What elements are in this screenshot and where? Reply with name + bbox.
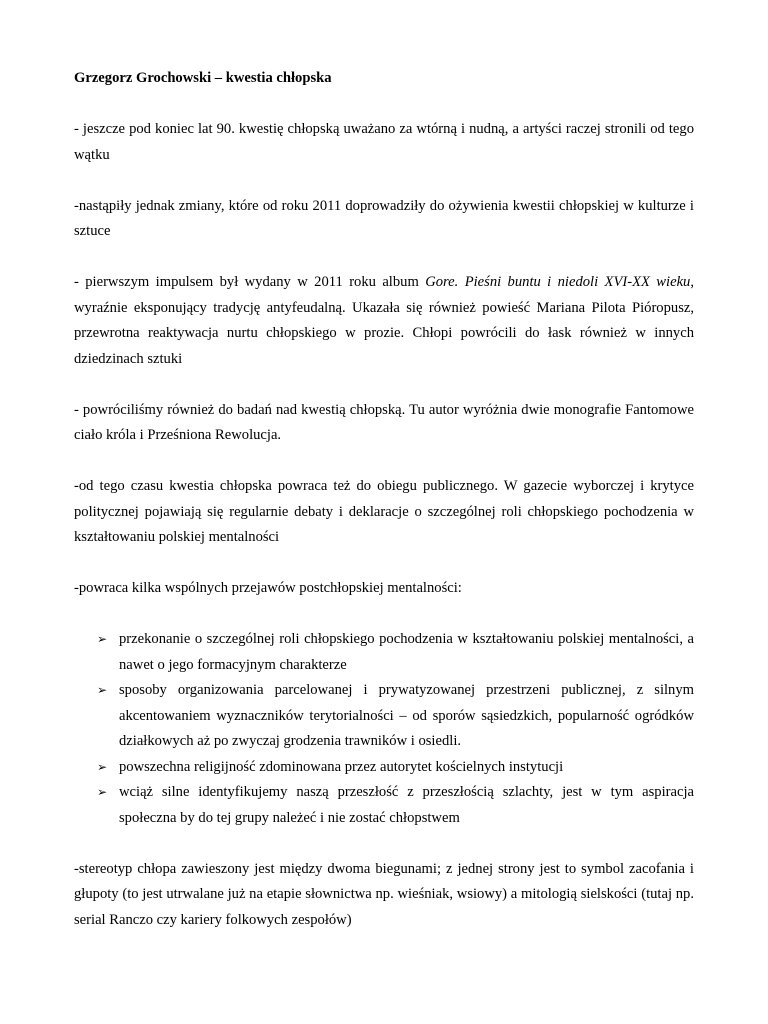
paragraph-2: -nastąpiły jednak zmiany, które od roku 2011 doprowadziły do ożywienia kwestii chłopskiej w kulturze i sztuce: [74, 197, 694, 239]
list-item-text: wciąż silne identyfikujemy naszą przeszłość z przeszłością szlachty, jest w tym aspiracja społeczna by do tej grupy należeć i nie zostać chłopstwem: [119, 784, 694, 826]
paragraph-4: - powróciliśmy również do badań nad kwestią chłopską. Tu autor wyróżnia dwie monografie Fantomowe ciało króla i Prześniona Rewolucja.: [74, 401, 694, 443]
paragraph-6: -powraca kilka wspólnych przejawów postchłopskiej mentalności:: [74, 580, 462, 596]
album-title: Gore. Pieśni buntu i niedoli XVI-XX wieku: [425, 274, 691, 290]
paragraph-7: -stereotyp chłopa zawieszony jest między dwoma biegunami; z jednej strony jest to symbol zacofania i głupoty (to jest utrwalane już na etapie słownictwa np. wieśniak, wsiowy) a mitologią sielskości (tutaj np. serial Ranczo czy kariery folkowych zespołów): [74, 860, 694, 928]
arrow-bullet-icon: ➢: [97, 632, 108, 646]
list-item: [97, 627, 694, 678]
list-item: [97, 755, 694, 781]
list-item: [97, 678, 694, 755]
paragraph-5: -od tego czasu kwestia chłopska powraca też do obiegu publicznego. W gazecie wyborczej i krytyce politycznej pojawiają się regularnie debaty i deklaracje o szczególnej roli chłopskiego pochodzenia w kształtowaniu polskiej mentalności: [74, 478, 694, 545]
list-item-text: sposoby organizowania parcelowanej i prywatyzowanej przestrzeni publicznej, z silnym akcentowaniem wyznaczników terytorialności – od sporów sąsiedzkich, popularność ogródków działkowych aż po zwyczaj grodzenia trawników i osiedli.: [119, 682, 694, 749]
list-item-text: powszechna religijność zdominowana przez autorytet kościelnych instytucji: [119, 758, 564, 775]
paragraph-3-rest: , wyraźnie eksponujący tradycję antyfeudalną. Ukazała się również powieść Mariana Pilota Pióropusz, przewrotna reaktywacja nurtu chłopskiego w prozie. Chłopi powrócili do łask również w innych dziedzinach sztuki: [74, 274, 694, 367]
paragraph-3: [74, 270, 694, 372]
document-page: [74, 66, 694, 959]
arrow-bullet-icon: ➢: [97, 759, 108, 774]
document-title: Grzegorz Grochowski – kwestia chłopska: [74, 70, 332, 86]
bullet-list: [74, 627, 694, 831]
paragraph-3-intro: - pierwszym impulsem był wydany w 2011 roku album: [74, 274, 426, 290]
list-item: [97, 780, 694, 831]
paragraph-1: - jeszcze pod koniec lat 90. kwestię chłopską uważano za wtórną i nudną, a artyści raczej stronili od tego wątku: [74, 121, 694, 163]
arrow-bullet-icon: ➢: [97, 785, 108, 799]
arrow-bullet-icon: ➢: [97, 683, 108, 697]
list-item-text: przekonanie o szczególnej roli chłopskiego pochodzenia w kształtowaniu polskiej mentalności, a nawet o jego formacyjnym charakterze: [119, 631, 694, 673]
